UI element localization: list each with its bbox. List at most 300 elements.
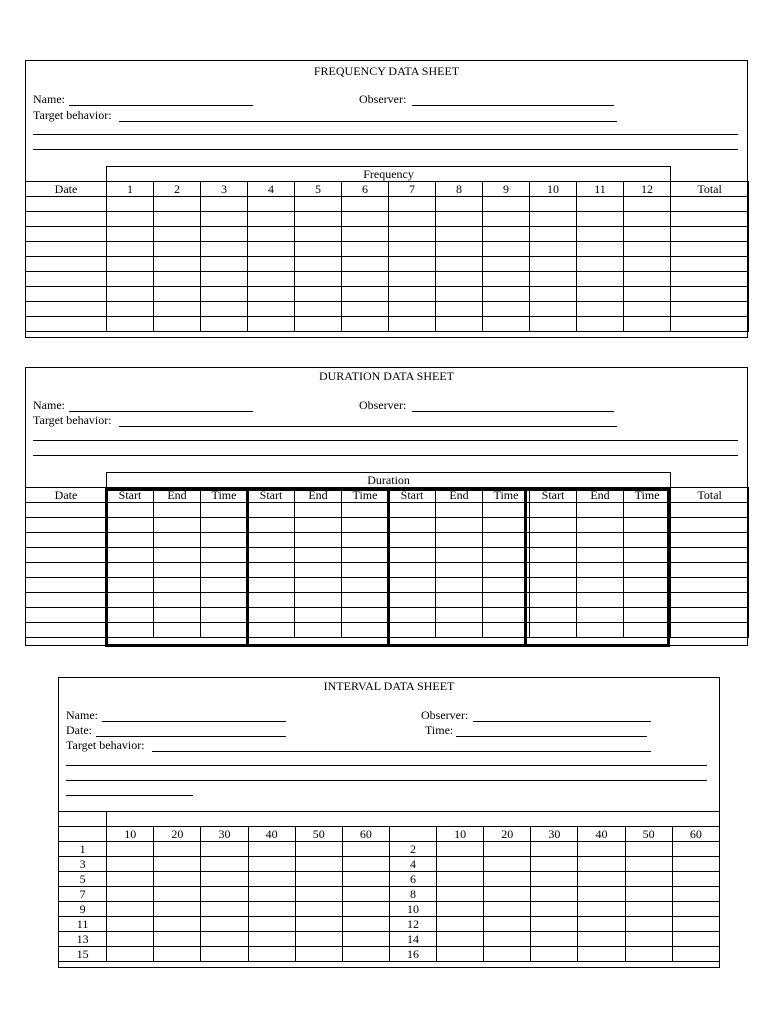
duration-entry-cell[interactable] [295, 503, 342, 518]
duration-entry-cell[interactable] [154, 563, 201, 578]
frequency-notes-line-2[interactable] [33, 149, 738, 150]
interval-entry-cell[interactable] [248, 932, 295, 947]
frequency-entry-cell[interactable] [530, 197, 577, 212]
frequency-date-cell[interactable] [26, 317, 107, 332]
frequency-entry-cell[interactable] [530, 287, 577, 302]
frequency-entry-cell[interactable] [483, 242, 530, 257]
interval-entry-cell[interactable] [531, 857, 578, 872]
interval-entry-cell[interactable] [248, 947, 295, 962]
interval-entry-cell[interactable] [578, 947, 625, 962]
duration-entry-cell[interactable] [624, 593, 671, 608]
frequency-entry-cell[interactable] [107, 317, 154, 332]
duration-entry-cell[interactable] [342, 563, 389, 578]
duration-entry-cell[interactable] [624, 578, 671, 593]
interval-entry-cell[interactable] [342, 872, 389, 887]
interval-entry-cell[interactable] [107, 917, 154, 932]
interval-entry-cell[interactable] [578, 842, 625, 857]
duration-date-cell[interactable] [26, 578, 107, 593]
frequency-entry-cell[interactable] [624, 242, 671, 257]
frequency-entry-cell[interactable] [295, 272, 342, 287]
interval-entry-cell[interactable] [248, 917, 295, 932]
interval-entry-cell[interactable] [201, 857, 248, 872]
interval-entry-cell[interactable] [437, 887, 484, 902]
frequency-entry-cell[interactable] [248, 272, 295, 287]
interval-entry-cell[interactable] [342, 887, 389, 902]
frequency-entry-cell[interactable] [624, 212, 671, 227]
frequency-entry-cell[interactable] [248, 257, 295, 272]
duration-entry-cell[interactable] [154, 503, 201, 518]
frequency-entry-cell[interactable] [389, 287, 436, 302]
interval-entry-cell[interactable] [248, 902, 295, 917]
frequency-entry-cell[interactable] [577, 242, 624, 257]
duration-entry-cell[interactable] [530, 593, 577, 608]
duration-entry-cell[interactable] [389, 608, 436, 623]
duration-entry-cell[interactable] [577, 563, 624, 578]
duration-entry-cell[interactable] [624, 608, 671, 623]
interval-entry-cell[interactable] [201, 902, 248, 917]
duration-entry-cell[interactable] [154, 548, 201, 563]
duration-entry-cell[interactable] [530, 533, 577, 548]
duration-date-cell[interactable] [26, 518, 107, 533]
interval-entry-cell[interactable] [154, 887, 201, 902]
frequency-entry-cell[interactable] [483, 317, 530, 332]
duration-entry-cell[interactable] [154, 533, 201, 548]
frequency-entry-cell[interactable] [436, 227, 483, 242]
duration-total-cell[interactable] [671, 608, 749, 623]
frequency-entry-cell[interactable] [624, 227, 671, 242]
frequency-entry-cell[interactable] [624, 302, 671, 317]
interval-entry-cell[interactable] [342, 842, 389, 857]
interval-entry-cell[interactable] [578, 872, 625, 887]
frequency-entry-cell[interactable] [436, 212, 483, 227]
interval-entry-cell[interactable] [295, 857, 342, 872]
interval-entry-cell[interactable] [531, 947, 578, 962]
frequency-entry-cell[interactable] [107, 227, 154, 242]
frequency-entry-cell[interactable] [107, 242, 154, 257]
duration-entry-cell[interactable] [436, 623, 483, 638]
duration-entry-cell[interactable] [389, 563, 436, 578]
interval-entry-cell[interactable] [484, 947, 531, 962]
frequency-entry-cell[interactable] [201, 317, 248, 332]
interval-entry-cell[interactable] [484, 932, 531, 947]
frequency-entry-cell[interactable] [154, 272, 201, 287]
interval-entry-cell[interactable] [154, 947, 201, 962]
interval-entry-cell[interactable] [484, 887, 531, 902]
duration-entry-cell[interactable] [577, 623, 624, 638]
duration-entry-cell[interactable] [248, 548, 295, 563]
interval-entry-cell[interactable] [437, 857, 484, 872]
frequency-entry-cell[interactable] [107, 257, 154, 272]
interval-entry-cell[interactable] [484, 902, 531, 917]
interval-entry-cell[interactable] [625, 842, 672, 857]
duration-entry-cell[interactable] [248, 503, 295, 518]
frequency-entry-cell[interactable] [530, 302, 577, 317]
interval-entry-cell[interactable] [672, 947, 719, 962]
interval-entry-cell[interactable] [437, 932, 484, 947]
duration-target-field[interactable] [119, 426, 617, 427]
duration-entry-cell[interactable] [483, 563, 530, 578]
duration-entry-cell[interactable] [201, 578, 248, 593]
duration-date-cell[interactable] [26, 533, 107, 548]
duration-entry-cell[interactable] [295, 593, 342, 608]
duration-total-cell[interactable] [671, 593, 749, 608]
interval-target-field[interactable] [152, 751, 651, 752]
frequency-entry-cell[interactable] [389, 272, 436, 287]
frequency-entry-cell[interactable] [577, 272, 624, 287]
duration-entry-cell[interactable] [530, 608, 577, 623]
duration-entry-cell[interactable] [389, 533, 436, 548]
duration-entry-cell[interactable] [483, 548, 530, 563]
frequency-entry-cell[interactable] [483, 272, 530, 287]
frequency-entry-cell[interactable] [201, 272, 248, 287]
frequency-entry-cell[interactable] [624, 272, 671, 287]
duration-entry-cell[interactable] [530, 548, 577, 563]
frequency-entry-cell[interactable] [107, 302, 154, 317]
duration-entry-cell[interactable] [295, 548, 342, 563]
duration-entry-cell[interactable] [389, 503, 436, 518]
frequency-total-cell[interactable] [671, 212, 749, 227]
duration-entry-cell[interactable] [577, 608, 624, 623]
duration-entry-cell[interactable] [389, 593, 436, 608]
frequency-entry-cell[interactable] [107, 272, 154, 287]
frequency-date-cell[interactable] [26, 287, 107, 302]
duration-observer-field[interactable] [412, 411, 614, 412]
duration-entry-cell[interactable] [530, 623, 577, 638]
duration-date-cell[interactable] [26, 503, 107, 518]
interval-entry-cell[interactable] [295, 887, 342, 902]
duration-entry-cell[interactable] [107, 578, 154, 593]
duration-entry-cell[interactable] [154, 578, 201, 593]
frequency-entry-cell[interactable] [436, 257, 483, 272]
interval-entry-cell[interactable] [625, 887, 672, 902]
duration-entry-cell[interactable] [624, 623, 671, 638]
interval-entry-cell[interactable] [248, 857, 295, 872]
frequency-entry-cell[interactable] [295, 287, 342, 302]
interval-entry-cell[interactable] [437, 902, 484, 917]
frequency-entry-cell[interactable] [389, 197, 436, 212]
interval-notes-line-2[interactable] [66, 780, 707, 781]
frequency-entry-cell[interactable] [530, 227, 577, 242]
duration-entry-cell[interactable] [483, 578, 530, 593]
frequency-total-cell[interactable] [671, 227, 749, 242]
duration-entry-cell[interactable] [107, 608, 154, 623]
interval-entry-cell[interactable] [107, 857, 154, 872]
interval-entry-cell[interactable] [437, 917, 484, 932]
interval-entry-cell[interactable] [154, 872, 201, 887]
frequency-entry-cell[interactable] [436, 302, 483, 317]
interval-entry-cell[interactable] [342, 857, 389, 872]
duration-entry-cell[interactable] [483, 503, 530, 518]
frequency-date-cell[interactable] [26, 272, 107, 287]
frequency-entry-cell[interactable] [530, 257, 577, 272]
frequency-entry-cell[interactable] [483, 212, 530, 227]
interval-entry-cell[interactable] [484, 857, 531, 872]
duration-entry-cell[interactable] [107, 503, 154, 518]
duration-entry-cell[interactable] [436, 608, 483, 623]
duration-entry-cell[interactable] [483, 518, 530, 533]
interval-entry-cell[interactable] [484, 842, 531, 857]
frequency-entry-cell[interactable] [342, 197, 389, 212]
duration-entry-cell[interactable] [295, 533, 342, 548]
interval-entry-cell[interactable] [578, 917, 625, 932]
duration-entry-cell[interactable] [342, 593, 389, 608]
frequency-entry-cell[interactable] [483, 287, 530, 302]
interval-entry-cell[interactable] [672, 902, 719, 917]
interval-entry-cell[interactable] [531, 872, 578, 887]
frequency-entry-cell[interactable] [201, 257, 248, 272]
interval-entry-cell[interactable] [295, 917, 342, 932]
frequency-entry-cell[interactable] [248, 287, 295, 302]
duration-entry-cell[interactable] [295, 518, 342, 533]
duration-entry-cell[interactable] [624, 548, 671, 563]
frequency-entry-cell[interactable] [201, 242, 248, 257]
frequency-entry-cell[interactable] [436, 317, 483, 332]
interval-entry-cell[interactable] [295, 932, 342, 947]
frequency-entry-cell[interactable] [389, 302, 436, 317]
frequency-entry-cell[interactable] [154, 212, 201, 227]
frequency-target-field[interactable] [119, 121, 617, 122]
interval-entry-cell[interactable] [578, 932, 625, 947]
interval-entry-cell[interactable] [578, 902, 625, 917]
duration-entry-cell[interactable] [295, 578, 342, 593]
frequency-entry-cell[interactable] [248, 317, 295, 332]
frequency-date-cell[interactable] [26, 197, 107, 212]
duration-entry-cell[interactable] [107, 533, 154, 548]
frequency-entry-cell[interactable] [389, 317, 436, 332]
interval-entry-cell[interactable] [342, 947, 389, 962]
frequency-entry-cell[interactable] [624, 317, 671, 332]
frequency-entry-cell[interactable] [201, 227, 248, 242]
duration-entry-cell[interactable] [389, 578, 436, 593]
duration-entry-cell[interactable] [248, 533, 295, 548]
frequency-entry-cell[interactable] [624, 257, 671, 272]
frequency-entry-cell[interactable] [295, 227, 342, 242]
frequency-entry-cell[interactable] [107, 287, 154, 302]
duration-entry-cell[interactable] [342, 533, 389, 548]
interval-entry-cell[interactable] [531, 887, 578, 902]
frequency-entry-cell[interactable] [295, 197, 342, 212]
duration-entry-cell[interactable] [389, 623, 436, 638]
frequency-notes-line-1[interactable] [33, 134, 738, 135]
duration-total-cell[interactable] [671, 563, 749, 578]
interval-entry-cell[interactable] [201, 947, 248, 962]
duration-entry-cell[interactable] [483, 593, 530, 608]
frequency-entry-cell[interactable] [530, 242, 577, 257]
frequency-entry-cell[interactable] [154, 302, 201, 317]
interval-entry-cell[interactable] [625, 902, 672, 917]
duration-entry-cell[interactable] [248, 578, 295, 593]
duration-entry-cell[interactable] [530, 518, 577, 533]
interval-entry-cell[interactable] [248, 842, 295, 857]
frequency-entry-cell[interactable] [530, 317, 577, 332]
duration-entry-cell[interactable] [201, 548, 248, 563]
duration-entry-cell[interactable] [248, 518, 295, 533]
frequency-total-cell[interactable] [671, 242, 749, 257]
duration-entry-cell[interactable] [201, 518, 248, 533]
interval-entry-cell[interactable] [531, 842, 578, 857]
duration-entry-cell[interactable] [107, 518, 154, 533]
frequency-entry-cell[interactable] [248, 242, 295, 257]
duration-entry-cell[interactable] [107, 563, 154, 578]
duration-entry-cell[interactable] [201, 563, 248, 578]
duration-entry-cell[interactable] [577, 533, 624, 548]
interval-entry-cell[interactable] [625, 857, 672, 872]
frequency-entry-cell[interactable] [154, 257, 201, 272]
duration-entry-cell[interactable] [295, 608, 342, 623]
duration-entry-cell[interactable] [530, 578, 577, 593]
duration-notes-line-1[interactable] [33, 440, 738, 441]
interval-name-field[interactable] [102, 721, 286, 722]
frequency-entry-cell[interactable] [436, 272, 483, 287]
frequency-entry-cell[interactable] [154, 197, 201, 212]
interval-entry-cell[interactable] [578, 857, 625, 872]
duration-entry-cell[interactable] [483, 533, 530, 548]
frequency-entry-cell[interactable] [248, 197, 295, 212]
frequency-entry-cell[interactable] [577, 227, 624, 242]
duration-date-cell[interactable] [26, 593, 107, 608]
interval-entry-cell[interactable] [201, 842, 248, 857]
interval-notes-line-1[interactable] [66, 765, 707, 766]
duration-entry-cell[interactable] [107, 623, 154, 638]
frequency-entry-cell[interactable] [201, 302, 248, 317]
frequency-total-cell[interactable] [671, 287, 749, 302]
frequency-entry-cell[interactable] [577, 197, 624, 212]
interval-entry-cell[interactable] [107, 872, 154, 887]
frequency-entry-cell[interactable] [295, 212, 342, 227]
duration-entry-cell[interactable] [530, 503, 577, 518]
interval-entry-cell[interactable] [201, 872, 248, 887]
frequency-entry-cell[interactable] [436, 197, 483, 212]
duration-entry-cell[interactable] [436, 548, 483, 563]
interval-entry-cell[interactable] [531, 932, 578, 947]
duration-entry-cell[interactable] [342, 548, 389, 563]
duration-entry-cell[interactable] [342, 503, 389, 518]
duration-entry-cell[interactable] [624, 563, 671, 578]
duration-entry-cell[interactable] [201, 533, 248, 548]
frequency-entry-cell[interactable] [154, 242, 201, 257]
interval-entry-cell[interactable] [248, 887, 295, 902]
frequency-total-cell[interactable] [671, 272, 749, 287]
frequency-entry-cell[interactable] [342, 302, 389, 317]
interval-entry-cell[interactable] [295, 872, 342, 887]
interval-entry-cell[interactable] [154, 842, 201, 857]
duration-entry-cell[interactable] [295, 563, 342, 578]
frequency-entry-cell[interactable] [577, 302, 624, 317]
frequency-entry-cell[interactable] [530, 212, 577, 227]
duration-entry-cell[interactable] [436, 593, 483, 608]
interval-entry-cell[interactable] [107, 947, 154, 962]
frequency-entry-cell[interactable] [624, 287, 671, 302]
duration-entry-cell[interactable] [577, 548, 624, 563]
duration-total-cell[interactable] [671, 518, 749, 533]
frequency-entry-cell[interactable] [577, 287, 624, 302]
interval-entry-cell[interactable] [154, 917, 201, 932]
duration-entry-cell[interactable] [201, 608, 248, 623]
frequency-entry-cell[interactable] [577, 212, 624, 227]
frequency-entry-cell[interactable] [342, 257, 389, 272]
interval-entry-cell[interactable] [201, 917, 248, 932]
duration-entry-cell[interactable] [248, 593, 295, 608]
interval-entry-cell[interactable] [295, 902, 342, 917]
duration-entry-cell[interactable] [342, 578, 389, 593]
interval-entry-cell[interactable] [201, 932, 248, 947]
duration-total-cell[interactable] [671, 533, 749, 548]
duration-entry-cell[interactable] [436, 533, 483, 548]
duration-entry-cell[interactable] [577, 593, 624, 608]
duration-date-cell[interactable] [26, 623, 107, 638]
duration-entry-cell[interactable] [577, 518, 624, 533]
interval-entry-cell[interactable] [625, 917, 672, 932]
interval-entry-cell[interactable] [437, 947, 484, 962]
frequency-entry-cell[interactable] [530, 272, 577, 287]
frequency-total-cell[interactable] [671, 197, 749, 212]
duration-entry-cell[interactable] [530, 563, 577, 578]
frequency-entry-cell[interactable] [201, 287, 248, 302]
frequency-entry-cell[interactable] [624, 197, 671, 212]
interval-entry-cell[interactable] [672, 932, 719, 947]
duration-entry-cell[interactable] [624, 533, 671, 548]
interval-entry-cell[interactable] [437, 872, 484, 887]
frequency-total-cell[interactable] [671, 257, 749, 272]
duration-entry-cell[interactable] [248, 623, 295, 638]
interval-entry-cell[interactable] [107, 932, 154, 947]
duration-entry-cell[interactable] [154, 518, 201, 533]
frequency-entry-cell[interactable] [483, 302, 530, 317]
duration-entry-cell[interactable] [577, 503, 624, 518]
duration-entry-cell[interactable] [436, 518, 483, 533]
frequency-entry-cell[interactable] [577, 317, 624, 332]
frequency-entry-cell[interactable] [154, 317, 201, 332]
duration-entry-cell[interactable] [624, 503, 671, 518]
frequency-entry-cell[interactable] [389, 227, 436, 242]
frequency-date-cell[interactable] [26, 227, 107, 242]
frequency-entry-cell[interactable] [342, 212, 389, 227]
duration-entry-cell[interactable] [436, 563, 483, 578]
interval-entry-cell[interactable] [154, 857, 201, 872]
interval-entry-cell[interactable] [672, 842, 719, 857]
interval-entry-cell[interactable] [154, 932, 201, 947]
duration-entry-cell[interactable] [483, 608, 530, 623]
frequency-entry-cell[interactable] [342, 317, 389, 332]
duration-total-cell[interactable] [671, 503, 749, 518]
duration-entry-cell[interactable] [201, 623, 248, 638]
duration-entry-cell[interactable] [483, 623, 530, 638]
duration-entry-cell[interactable] [342, 623, 389, 638]
duration-total-cell[interactable] [671, 623, 749, 638]
duration-entry-cell[interactable] [436, 503, 483, 518]
frequency-date-cell[interactable] [26, 242, 107, 257]
interval-entry-cell[interactable] [672, 872, 719, 887]
interval-entry-cell[interactable] [154, 902, 201, 917]
duration-entry-cell[interactable] [624, 518, 671, 533]
frequency-entry-cell[interactable] [295, 302, 342, 317]
interval-entry-cell[interactable] [107, 842, 154, 857]
duration-name-field[interactable] [69, 411, 253, 412]
interval-entry-cell[interactable] [107, 887, 154, 902]
frequency-entry-cell[interactable] [389, 257, 436, 272]
frequency-total-cell[interactable] [671, 317, 749, 332]
duration-total-cell[interactable] [671, 548, 749, 563]
frequency-entry-cell[interactable] [248, 302, 295, 317]
interval-entry-cell[interactable] [342, 917, 389, 932]
frequency-entry-cell[interactable] [201, 197, 248, 212]
duration-entry-cell[interactable] [295, 623, 342, 638]
interval-entry-cell[interactable] [342, 902, 389, 917]
frequency-entry-cell[interactable] [342, 272, 389, 287]
frequency-entry-cell[interactable] [389, 212, 436, 227]
interval-observer-field[interactable] [473, 721, 651, 722]
duration-entry-cell[interactable] [342, 608, 389, 623]
